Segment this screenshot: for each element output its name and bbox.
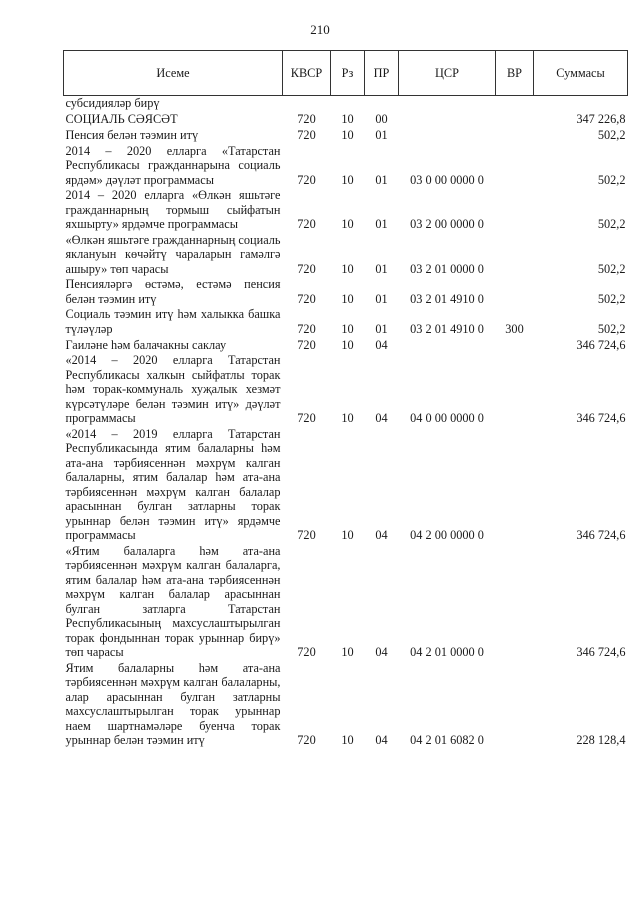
table-row — [64, 112, 628, 128]
header-pr: ПР — [365, 51, 399, 96]
header-sum: Суммасы — [534, 51, 628, 96]
budget-table — [63, 50, 628, 749]
row-kvsr: 720 — [297, 112, 316, 126]
row-vr — [496, 96, 534, 112]
table-row — [64, 661, 628, 749]
row-csr: 03 2 01 4910 0 — [410, 291, 484, 306]
row-pr: 04 — [375, 337, 388, 352]
row-csr: 04 2 01 6082 0 — [410, 733, 484, 747]
row-rz: 10 — [341, 291, 354, 306]
row-vr — [496, 337, 534, 353]
row-vr: 300 — [505, 321, 524, 336]
table-row — [64, 544, 628, 661]
table-row — [64, 144, 628, 189]
row-csr — [399, 128, 496, 144]
row-pr: 01 — [375, 291, 388, 306]
row-sum — [534, 96, 628, 112]
row-vr — [496, 188, 534, 233]
row-kvsr: 720 — [297, 528, 316, 542]
row-rz: 10 — [341, 411, 354, 425]
row-csr: 03 2 01 0000 0 — [410, 261, 484, 276]
row-pr: 00 — [375, 112, 388, 126]
row-vr — [496, 233, 534, 278]
row-pr: 01 — [375, 217, 388, 231]
row-sum: 346 724,6 — [576, 528, 626, 542]
table-row — [64, 233, 628, 278]
header-name: Исеме — [64, 51, 283, 96]
row-csr — [399, 96, 496, 112]
row-csr: 04 2 01 0000 0 — [410, 645, 484, 659]
row-csr: 03 2 01 4910 0 — [410, 321, 484, 336]
row-vr — [496, 128, 534, 144]
row-name: Пенсияләргә өстәмә, естәмә пенсия белән тәэмин итү — [65, 277, 281, 306]
table-row — [64, 96, 628, 112]
row-name: Гаиләне һәм балачакны саклау — [65, 337, 227, 352]
row-rz: 10 — [341, 645, 354, 659]
row-name: «2014 – 2020 елларга Татарстан Республикасы халкын сыйфатлы торак һәм торак-коммуналь хуҗалык хезмәт күрсәтүләре белән тәэмин итү» дәүләт программасы — [65, 353, 281, 425]
table-header-row — [64, 51, 628, 96]
row-name: Ятим балаларны һәм ата-ана тәрбиясеннән мәхрүм калган балаларны, алар арасыннан булган затларны махсуслаштырылган торак урыннар наем шартнамәләре буенча торак урыннар белән тәэмин итү — [65, 660, 281, 747]
row-csr: 03 2 00 0000 0 — [410, 217, 484, 231]
row-name: СОЦИАЛЬ СӘЯСӘТ — [65, 112, 178, 126]
row-sum: 346 724,6 — [576, 411, 626, 425]
row-name: Социаль тәэмин итү һәм халыкка башка түләүләр — [65, 307, 281, 336]
row-sum: 502,2 — [597, 261, 626, 276]
row-sum: 346 724,6 — [576, 337, 626, 352]
row-rz — [331, 96, 365, 112]
row-sum: 502,2 — [597, 172, 626, 187]
row-pr: 04 — [375, 645, 388, 659]
table-row — [64, 128, 628, 144]
row-sum: 228 128,4 — [576, 733, 626, 747]
row-rz: 10 — [341, 321, 354, 336]
row-kvsr: 720 — [297, 128, 316, 142]
row-rz: 10 — [341, 217, 354, 231]
row-vr — [496, 112, 534, 128]
table-row — [64, 277, 628, 307]
row-kvsr: 720 — [297, 645, 316, 659]
row-pr — [365, 96, 399, 112]
row-name: Пенсия белән тәэмин итү — [65, 128, 199, 142]
table-row — [64, 307, 628, 337]
row-rz: 10 — [341, 112, 354, 126]
row-pr: 04 — [375, 528, 388, 542]
row-sum: 502,2 — [597, 128, 626, 142]
page-number: 210 — [310, 22, 330, 37]
row-vr — [496, 427, 534, 544]
row-vr — [496, 661, 534, 749]
table-row — [64, 188, 628, 233]
row-sum: 502,2 — [597, 291, 626, 306]
row-kvsr: 720 — [297, 261, 316, 276]
row-pr: 01 — [375, 128, 388, 142]
row-sum: 346 724,6 — [576, 645, 626, 659]
row-vr — [496, 277, 534, 307]
row-csr: 04 0 00 0000 0 — [410, 411, 484, 425]
row-vr — [496, 353, 534, 427]
header-rz: Рз — [331, 51, 365, 96]
header-vr: ВР — [496, 51, 534, 96]
header-csr: ЦСР — [399, 51, 496, 96]
row-pr: 01 — [375, 261, 388, 276]
row-kvsr — [283, 96, 331, 112]
row-name: 2014 – 2020 елларга «Татарстан Республикасы гражданнарына социаль ярдәм» дәүләт программасы — [65, 143, 281, 187]
row-vr — [496, 544, 534, 661]
row-pr: 01 — [375, 172, 388, 187]
row-sum: 502,2 — [597, 321, 626, 336]
row-kvsr: 720 — [297, 217, 316, 231]
table-row — [64, 337, 628, 353]
row-pr: 01 — [375, 321, 388, 336]
row-sum: 502,2 — [597, 217, 626, 231]
row-rz: 10 — [341, 528, 354, 542]
row-name: субсидияләр бирү — [65, 96, 160, 110]
row-csr — [399, 112, 496, 128]
row-kvsr: 720 — [297, 172, 316, 187]
row-rz: 10 — [341, 261, 354, 276]
row-kvsr: 720 — [297, 733, 316, 747]
row-sum: 347 226,8 — [576, 112, 626, 126]
row-kvsr: 720 — [297, 291, 316, 306]
row-kvsr: 720 — [297, 411, 316, 425]
row-name: 2014 – 2020 елларга «Өлкән яшьтәге гражданнарның тормыш сыйфатын яхшырту» ярдәмче программасы — [65, 188, 281, 231]
table-row — [64, 353, 628, 427]
row-pr: 04 — [375, 411, 388, 425]
row-rz: 10 — [341, 172, 354, 187]
row-csr: 04 2 00 0000 0 — [410, 528, 484, 542]
row-pr: 04 — [375, 733, 388, 747]
row-rz: 10 — [341, 128, 354, 142]
header-kvsr: КВСР — [283, 51, 331, 96]
row-rz: 10 — [341, 733, 354, 747]
row-vr — [496, 144, 534, 189]
row-kvsr: 720 — [297, 337, 316, 352]
table-row — [64, 427, 628, 544]
row-csr: 03 0 00 0000 0 — [410, 172, 484, 187]
row-name: «Өлкән яшьтәге гражданнарның социаль яклануын көчәйтү чараларын гамәлгә ашыру» төп чарасы — [65, 232, 281, 276]
row-name: «Ятим балаларга һәм ата-ана тәрбиясеннән мәхрүм калган балаларга, ятим балалар һәм ата-ана тәрбиясеннән мәхрүм калган балалар арасыннан булган затларга Татарстан Республикасының махсуслаштырылган торак фондыннан торак урыннар бирү» төп чарасы — [65, 543, 281, 659]
row-kvsr: 720 — [297, 321, 316, 336]
row-csr — [399, 337, 496, 353]
row-name: «2014 – 2019 елларга Татарстан Республикасында ятим балаларны һәм ата-ана тәрбиясеннән мәхрүм калган балаларны, ятим балалар һәм ата-ана тәрбиясеннән мәхрүм калган балалар арасыннан булган затларны торак урыннар белән тәэмин итү» ярдәмче программасы — [65, 426, 281, 542]
row-rz: 10 — [341, 337, 354, 352]
